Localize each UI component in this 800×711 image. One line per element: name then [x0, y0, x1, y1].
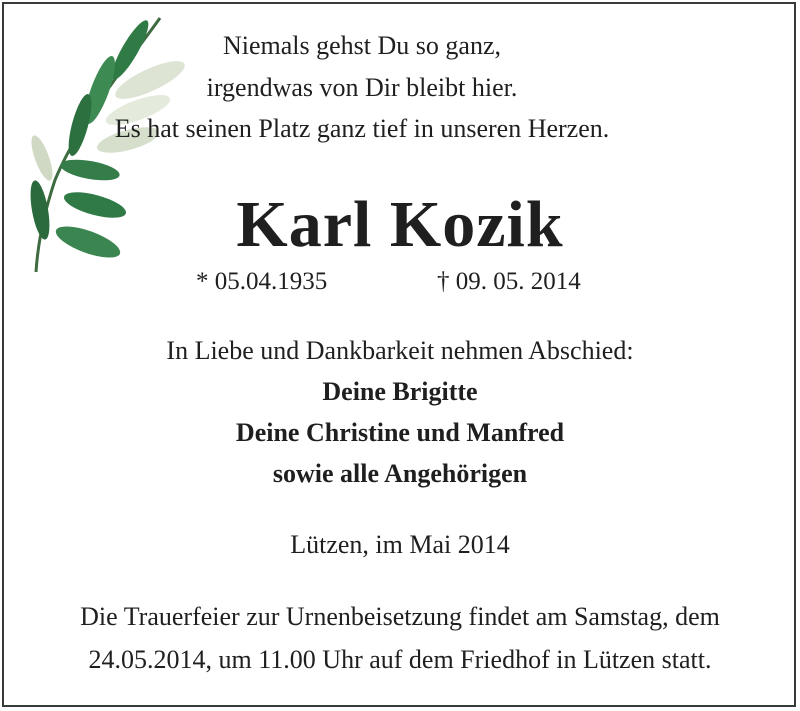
ceremony-note-line-2: 24.05.2014, um 11.00 Uhr auf dem Friedhof in Lützen statt. — [88, 645, 712, 674]
mourner-name: Deine Christine und Manfred — [235, 418, 565, 447]
mourner-name: Deine Brigitte — [322, 377, 478, 406]
verse-line-3: Es hat seinen Platz ganz tief in unseren Herzen. — [114, 114, 610, 143]
mourners-intro: In Liebe und Dankbarkeit nehmen Abschied: — [166, 336, 634, 365]
place-date: Lützen, im Mai 2014 — [290, 530, 510, 559]
verse-line-2: irgendwas von Dir bleibt hier. — [206, 73, 518, 102]
mourner-name: sowie alle Angehörigen — [272, 459, 528, 488]
birth-date: * 05.04.1935 — [196, 268, 328, 295]
death-date: † 09. 05. 2014 — [437, 268, 581, 295]
ceremony-note-line-1: Die Trauerfeier zur Urnenbeisetzung findet am Samstag, dem — [80, 602, 720, 631]
verse-line-1: Niemals gehst Du so ganz, — [222, 31, 501, 60]
deceased-name: Karl Kozik — [236, 188, 564, 261]
